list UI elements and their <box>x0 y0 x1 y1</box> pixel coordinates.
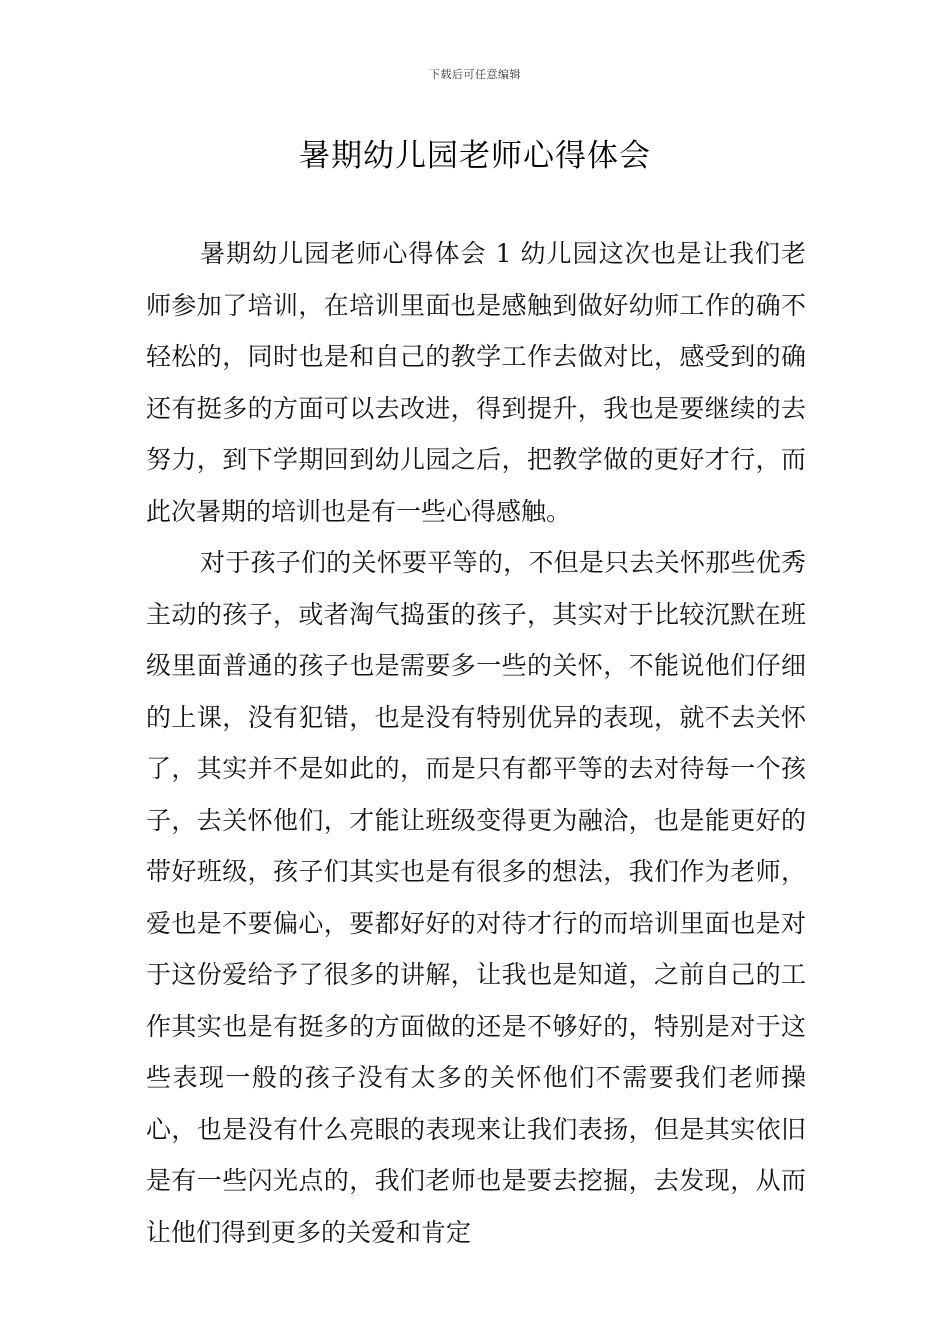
document-title: 暑期幼儿园老师心得体会 <box>299 138 651 174</box>
paragraph-1: 暑期幼儿园老师心得体会 1 幼儿园这次也是让我们老师参加了培训，在培训里面也是感触到做好幼师工作的确不轻松的，同时也是和自己的教学工作去做对比，感受到的确还有挺多的方面可以去改进，得到提升，我也是要继续的去努力，到下学期回到幼儿园之后，把教学做的更好才行，而此次暑期的培训也是有一些心得感触。 <box>146 239 806 526</box>
document-body <box>146 228 806 1258</box>
page-header-note: 下载后可任意编辑 <box>429 68 521 81</box>
paragraph-2: 对于孩子们的关怀要平等的，不但是只去关怀那些优秀主动的孩子，或者淘气捣蛋的孩子，其实对于比较沉默在班级里面普通的孩子也是需要多一些的关怀，不能说他们仔细的上课，没有犯错，也是没有特别优异的表现，就不去关怀了，其实并不是如此的，而是只有都平等的去对待每一个孩子，去关怀他们，才能让班级变得更为融洽，也是能更好的带好班级，孩子们其实也是有很多的想法，我们作为老师，爱也是不要偏心，要都好好的对待才行的而培训里面也是对于这份爱给予了很多的讲解，让我也是知道，之前自己的工作其实也是有挺多的方面做的还是不够好的，特别是对于这些表现一般的孩子没有太多的关怀他们不需要我们老师操心，也是没有什么亮眼的表现来让我们表扬，但是其实依旧是有一些闪光点的，我们老师也是要去挖掘，去发现，从而让他们得到更多的关爱和肯定 <box>146 548 806 1247</box>
